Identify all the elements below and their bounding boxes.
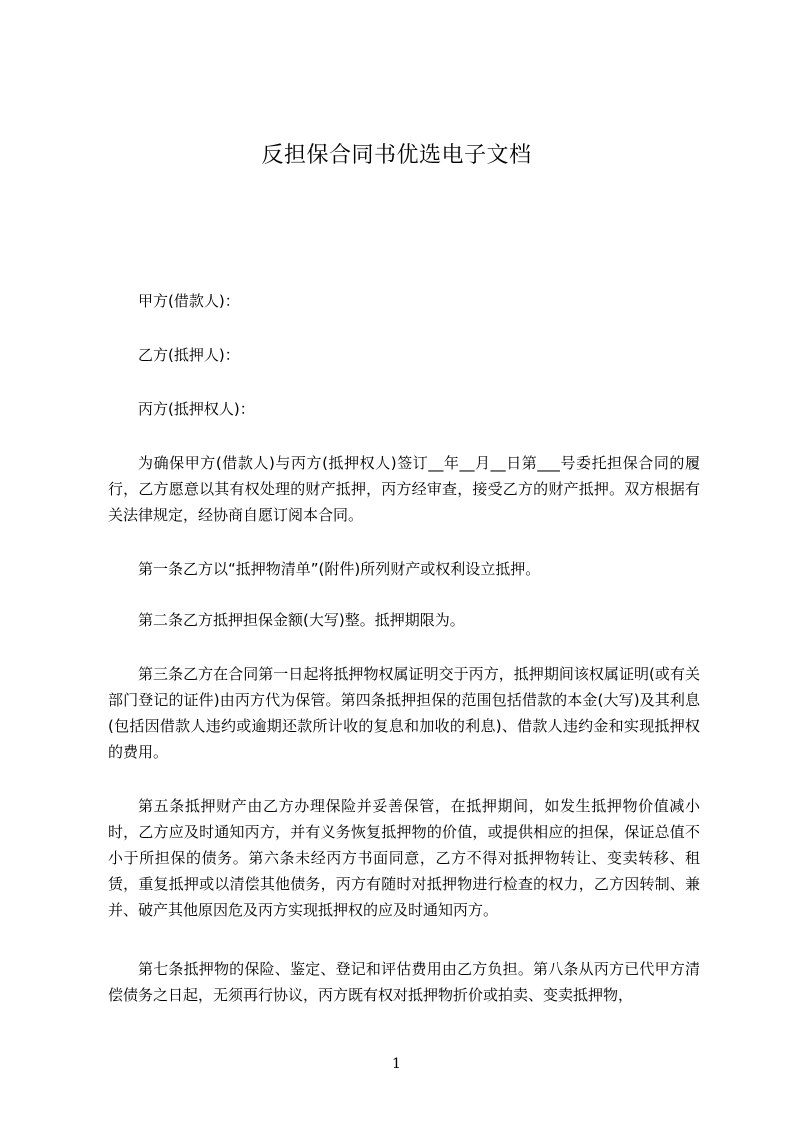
paragraph-article-7-8 [108, 956, 700, 1008]
paragraph-text: 为确保甲方(借款人)与丙方(抵押权人)签订__年__月__日第___号委托担保合同的履行，乙方愿意以其有权处理的财产抵押，丙方经审查，接受乙方的财产抵押。双方根据有关法律规定，经协商自愿订阅本合同。 [108, 454, 700, 524]
paragraph-text: 第一条乙方以“抵押物清单”(附件)所列财产或权利设立抵押。 [138, 560, 541, 578]
paragraph-article-1 [108, 556, 700, 582]
party-a-label: 甲方(借款人)： [138, 292, 240, 310]
paragraph-text: 第三条乙方在合同第一日起将抵押物权属证明交于丙方，抵押期间该权属证明(或有关部门登记的证件)由丙方代为保管。第四条抵押担保的范围包括借款的本金(大写)及其利息(包括因借款人违约或逾期还款所计收的复息和加收的利息)、借款人违约金和实现抵押权的费用。 [108, 665, 700, 761]
paragraph-preamble [108, 450, 700, 528]
paragraph-text: 第七条抵押物的保险、鉴定、登记和评估费用由乙方负担。第八条从丙方已代甲方清偿债务之日起，无须再行协议，丙方既有权对抵押物折价或拍卖、变卖抵押物， [108, 960, 700, 1004]
document-title: 反担保合同书优选电子文档 [261, 143, 532, 168]
paragraph-text: 第五条抵押财产由乙方办理保险并妥善保管，在抵押期间，如发生抵押物价值减小时，乙方应及时通知丙方，并有义务恢复抵押物的价值，或提供相应的担保，保证总值不小于所担保的债务。第六条未经丙方书面同意，乙方不得对抵押物转让、变卖转移、租赁，重复抵押或以清偿其他债务，丙方有随时对抵押物进行检查的权力，乙方因转制、兼并、破产其他原因危及丙方实现抵押权的应及时通知丙方。 [108, 797, 700, 919]
paragraph-article-2 [108, 607, 700, 633]
party-c-label: 丙方(抵押权人)： [138, 400, 255, 418]
party-b-label: 乙方(抵押人)： [138, 346, 240, 364]
paragraph-article-3-4 [108, 661, 700, 765]
paragraph-article-5-6 [108, 793, 700, 923]
page-number: 1 [392, 1056, 401, 1072]
paragraph-text: 第二条乙方抵押担保金额(大写)整。抵押期限为。 [138, 611, 465, 629]
